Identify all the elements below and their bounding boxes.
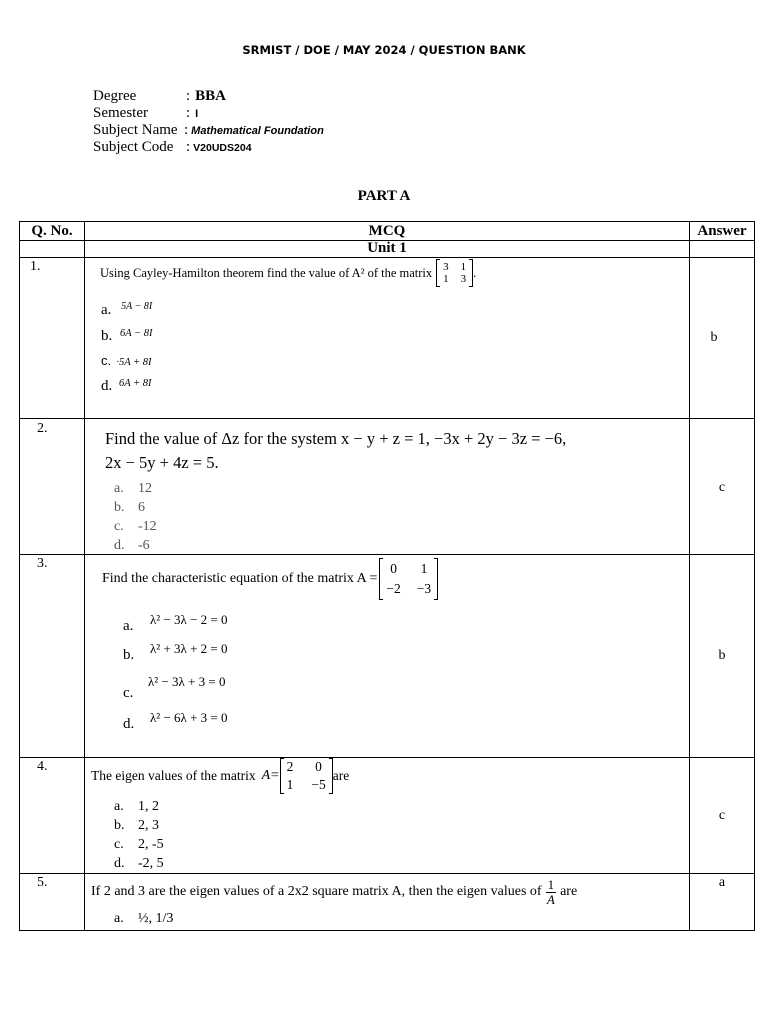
matrix: 0 1 −2 −3 bbox=[379, 559, 438, 599]
option: b. 2, 3 bbox=[114, 818, 159, 833]
degree-row: Degree : BBA bbox=[93, 88, 227, 104]
header-answer: Answer bbox=[697, 223, 747, 239]
option: a. bbox=[123, 618, 134, 634]
option-formula: λ² − 6λ + 3 = 0 bbox=[150, 710, 228, 725]
course-info bbox=[93, 88, 324, 156]
option-formula: λ² + 3λ + 2 = 0 bbox=[150, 641, 228, 656]
option: c. ·5A + 8I bbox=[101, 353, 152, 368]
answer: c bbox=[718, 480, 726, 495]
question-number: 4. bbox=[37, 759, 48, 774]
question-text: If 2 and 3 are the eigen values of a 2x2 square matrix A, then the eigen values of 1 A are bbox=[91, 876, 578, 907]
question-number: 3. bbox=[37, 556, 48, 571]
option-formula: λ² − 3λ − 2 = 0 bbox=[150, 612, 228, 627]
document-title: SRMIST / DOE / MAY 2024 / QUESTION BANK bbox=[242, 43, 526, 57]
option: b. 6 bbox=[114, 500, 145, 515]
option: a. 1, 2 bbox=[114, 799, 159, 814]
question-text: The eigen values of the matrix A= 2 0 1 −5 are bbox=[91, 759, 350, 792]
option: d. -2, 5 bbox=[114, 856, 164, 871]
option: a. $^{5A - 8I}$ bbox=[101, 301, 153, 318]
semester-label: Semester bbox=[93, 105, 148, 121]
option-list bbox=[114, 797, 164, 873]
question-text: Find the characteristic equation of the matrix A = 0 1 −2 −3 bbox=[102, 558, 438, 600]
option: d. -6 bbox=[114, 538, 150, 553]
subject-name-label: Subject Name bbox=[93, 122, 178, 138]
matrix: 3 1 1 3 bbox=[436, 260, 473, 286]
question-number: 1. bbox=[30, 259, 41, 274]
degree-label: Degree bbox=[93, 88, 137, 104]
option: b. bbox=[123, 647, 135, 663]
question-text: Find the value of Δz for the system x − y + z = 1, −3x + 2y − 3z = −6, 2x − 5y + 4z = 5. bbox=[105, 429, 567, 472]
question-number: 2. bbox=[37, 421, 48, 436]
option: c. -12 bbox=[114, 519, 157, 534]
semester-row: Semester : I bbox=[93, 105, 199, 121]
subject-code-value: V20UDS204 bbox=[193, 142, 252, 154]
option-formula: λ² − 3λ + 3 = 0 bbox=[148, 674, 226, 689]
answer: b bbox=[710, 330, 718, 345]
header-mcq: MCQ bbox=[368, 223, 406, 239]
option: d. $^{6A + 8I}$ bbox=[101, 378, 152, 394]
option: a. 12 bbox=[114, 481, 152, 496]
unit-label: Unit 1 bbox=[367, 240, 407, 256]
fraction: 1 A bbox=[546, 876, 555, 907]
semester-value: I bbox=[195, 108, 199, 120]
option: a. ½, 1/3 bbox=[114, 911, 174, 926]
option: c. 2, -5 bbox=[114, 837, 164, 852]
subject-name-value: Mathematical Foundation bbox=[191, 125, 324, 137]
subject-name-row: Subject Name : Mathematical Foundation bbox=[93, 122, 324, 138]
subject-code-label: Subject Code bbox=[93, 139, 174, 155]
degree-value: BBA bbox=[195, 88, 227, 104]
question-text: Using Cayley-Hamilton theorem find the value of A² of the matrix 3 1 1 3 . bbox=[100, 261, 477, 285]
question-number: 5. bbox=[37, 875, 48, 890]
option: c. bbox=[123, 685, 134, 701]
option-list bbox=[114, 479, 157, 555]
subject-code-row: Subject Code : V20UDS204 bbox=[93, 139, 252, 155]
answer: c bbox=[718, 808, 726, 823]
answer: b bbox=[718, 648, 726, 663]
answer: a bbox=[718, 875, 726, 890]
header-qno: Q. No. bbox=[31, 223, 73, 239]
option: b. $^{6A - 8I}$ bbox=[101, 328, 153, 344]
matrix: 2 0 1 −5 bbox=[280, 759, 333, 793]
part-title: PART A bbox=[357, 188, 411, 204]
option: d. bbox=[123, 716, 135, 732]
